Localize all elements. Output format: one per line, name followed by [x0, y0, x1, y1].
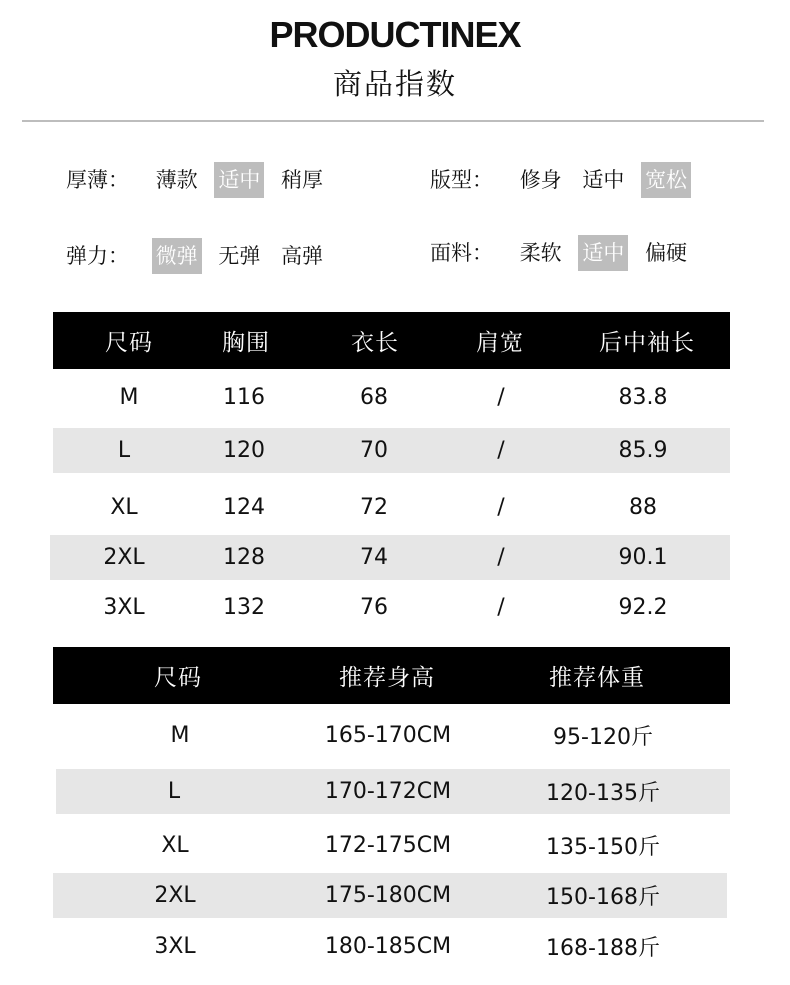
- table-cell: 70: [360, 438, 388, 463]
- table-cell: 76: [360, 595, 388, 620]
- attr-option: 适中: [582, 168, 625, 192]
- table-row: [50, 535, 730, 580]
- table-cell: 172-175CM: [324, 833, 452, 858]
- attr-label: 弹力：: [66, 244, 129, 268]
- attr-option: 高弹: [281, 244, 324, 268]
- table-cell: /: [497, 495, 505, 520]
- table-cell: 180-185CM: [324, 934, 452, 959]
- table-cell: L: [117, 438, 131, 463]
- table-cell: 120: [223, 438, 265, 463]
- attr-option: 柔软: [519, 241, 562, 265]
- header-cell: 推荐身高: [339, 665, 435, 691]
- attr-option: 宽松: [641, 162, 691, 198]
- table-cell: 88: [629, 495, 657, 520]
- table-row: [53, 713, 730, 758]
- table-cell: 135-150斤: [546, 835, 660, 860]
- table-cell: 128: [223, 545, 265, 570]
- table-row: [53, 585, 730, 630]
- table-cell: 124: [223, 495, 265, 520]
- attr-fit: [430, 162, 697, 198]
- divider: [22, 120, 764, 122]
- header-cell: 衣长: [351, 330, 399, 356]
- attr-thickness: [66, 162, 333, 198]
- table-cell: 132: [223, 595, 265, 620]
- table-cell: 3XL: [103, 595, 145, 620]
- header-cell: 胸围: [222, 330, 270, 356]
- table-cell: /: [497, 595, 505, 620]
- header-cell: 肩宽: [476, 330, 524, 356]
- attr-label: 厚薄：: [66, 168, 129, 192]
- attr-option: 无弹: [218, 244, 261, 268]
- header-cell: 推荐体重: [549, 665, 645, 691]
- attr-option: 微弹: [152, 238, 202, 274]
- table-cell: 68: [360, 385, 388, 410]
- table-row: [53, 873, 727, 918]
- attr-option: 修身: [519, 168, 562, 192]
- table-row: [53, 485, 730, 530]
- table-cell: /: [497, 438, 505, 463]
- table-cell: XL: [161, 833, 189, 858]
- attr-option: 适中: [214, 162, 264, 198]
- table-cell: 170-172CM: [324, 779, 452, 804]
- table-cell: 90.1: [618, 545, 668, 570]
- table-cell: 95-120斤: [553, 725, 653, 750]
- table-cell: /: [497, 385, 505, 410]
- header-cell: 尺码: [105, 330, 153, 356]
- attr-label: 面料：: [430, 241, 493, 265]
- attr-option: 薄款: [155, 168, 198, 192]
- table-cell: 175-180CM: [324, 883, 452, 908]
- table-cell: 2XL: [154, 883, 196, 908]
- attr-stretch: [66, 238, 333, 274]
- attr-label: 版型：: [430, 168, 493, 192]
- attr-option: 稍厚: [281, 168, 324, 192]
- page-title: PRODUCTINEX: [269, 14, 521, 55]
- table-cell: 3XL: [154, 934, 196, 959]
- table-row: [53, 823, 730, 868]
- table-cell: /: [497, 545, 505, 570]
- table-cell: XL: [110, 495, 138, 520]
- table-cell: 116: [223, 385, 265, 410]
- header-cell: 后中袖长: [599, 330, 695, 356]
- table-row: [53, 924, 730, 969]
- attr-fabric: [430, 235, 697, 271]
- header-cell: 尺码: [154, 665, 202, 691]
- size-table-header: [53, 312, 730, 369]
- table-cell: 120-135斤: [546, 781, 660, 806]
- table-cell: 165-170CM: [324, 723, 452, 748]
- table-cell: 85.9: [618, 438, 668, 463]
- table-cell: 168-188斤: [546, 936, 660, 961]
- attr-option: 适中: [578, 235, 628, 271]
- table-row: [56, 769, 730, 814]
- table-cell: 83.8: [618, 385, 668, 410]
- table-cell: L: [167, 779, 181, 804]
- table-cell: 74: [360, 545, 388, 570]
- table-cell: 72: [360, 495, 388, 520]
- page-subtitle: 商品指数: [332, 67, 457, 101]
- recommend-table-header: [53, 647, 730, 704]
- attr-option: 偏硬: [645, 241, 688, 265]
- table-cell: 2XL: [103, 545, 145, 570]
- table-row: [53, 375, 730, 420]
- table-cell: M: [119, 385, 139, 410]
- table-cell: 150-168斤: [546, 885, 660, 910]
- table-row: [53, 428, 730, 473]
- table-cell: M: [170, 723, 190, 748]
- table-cell: 92.2: [618, 595, 668, 620]
